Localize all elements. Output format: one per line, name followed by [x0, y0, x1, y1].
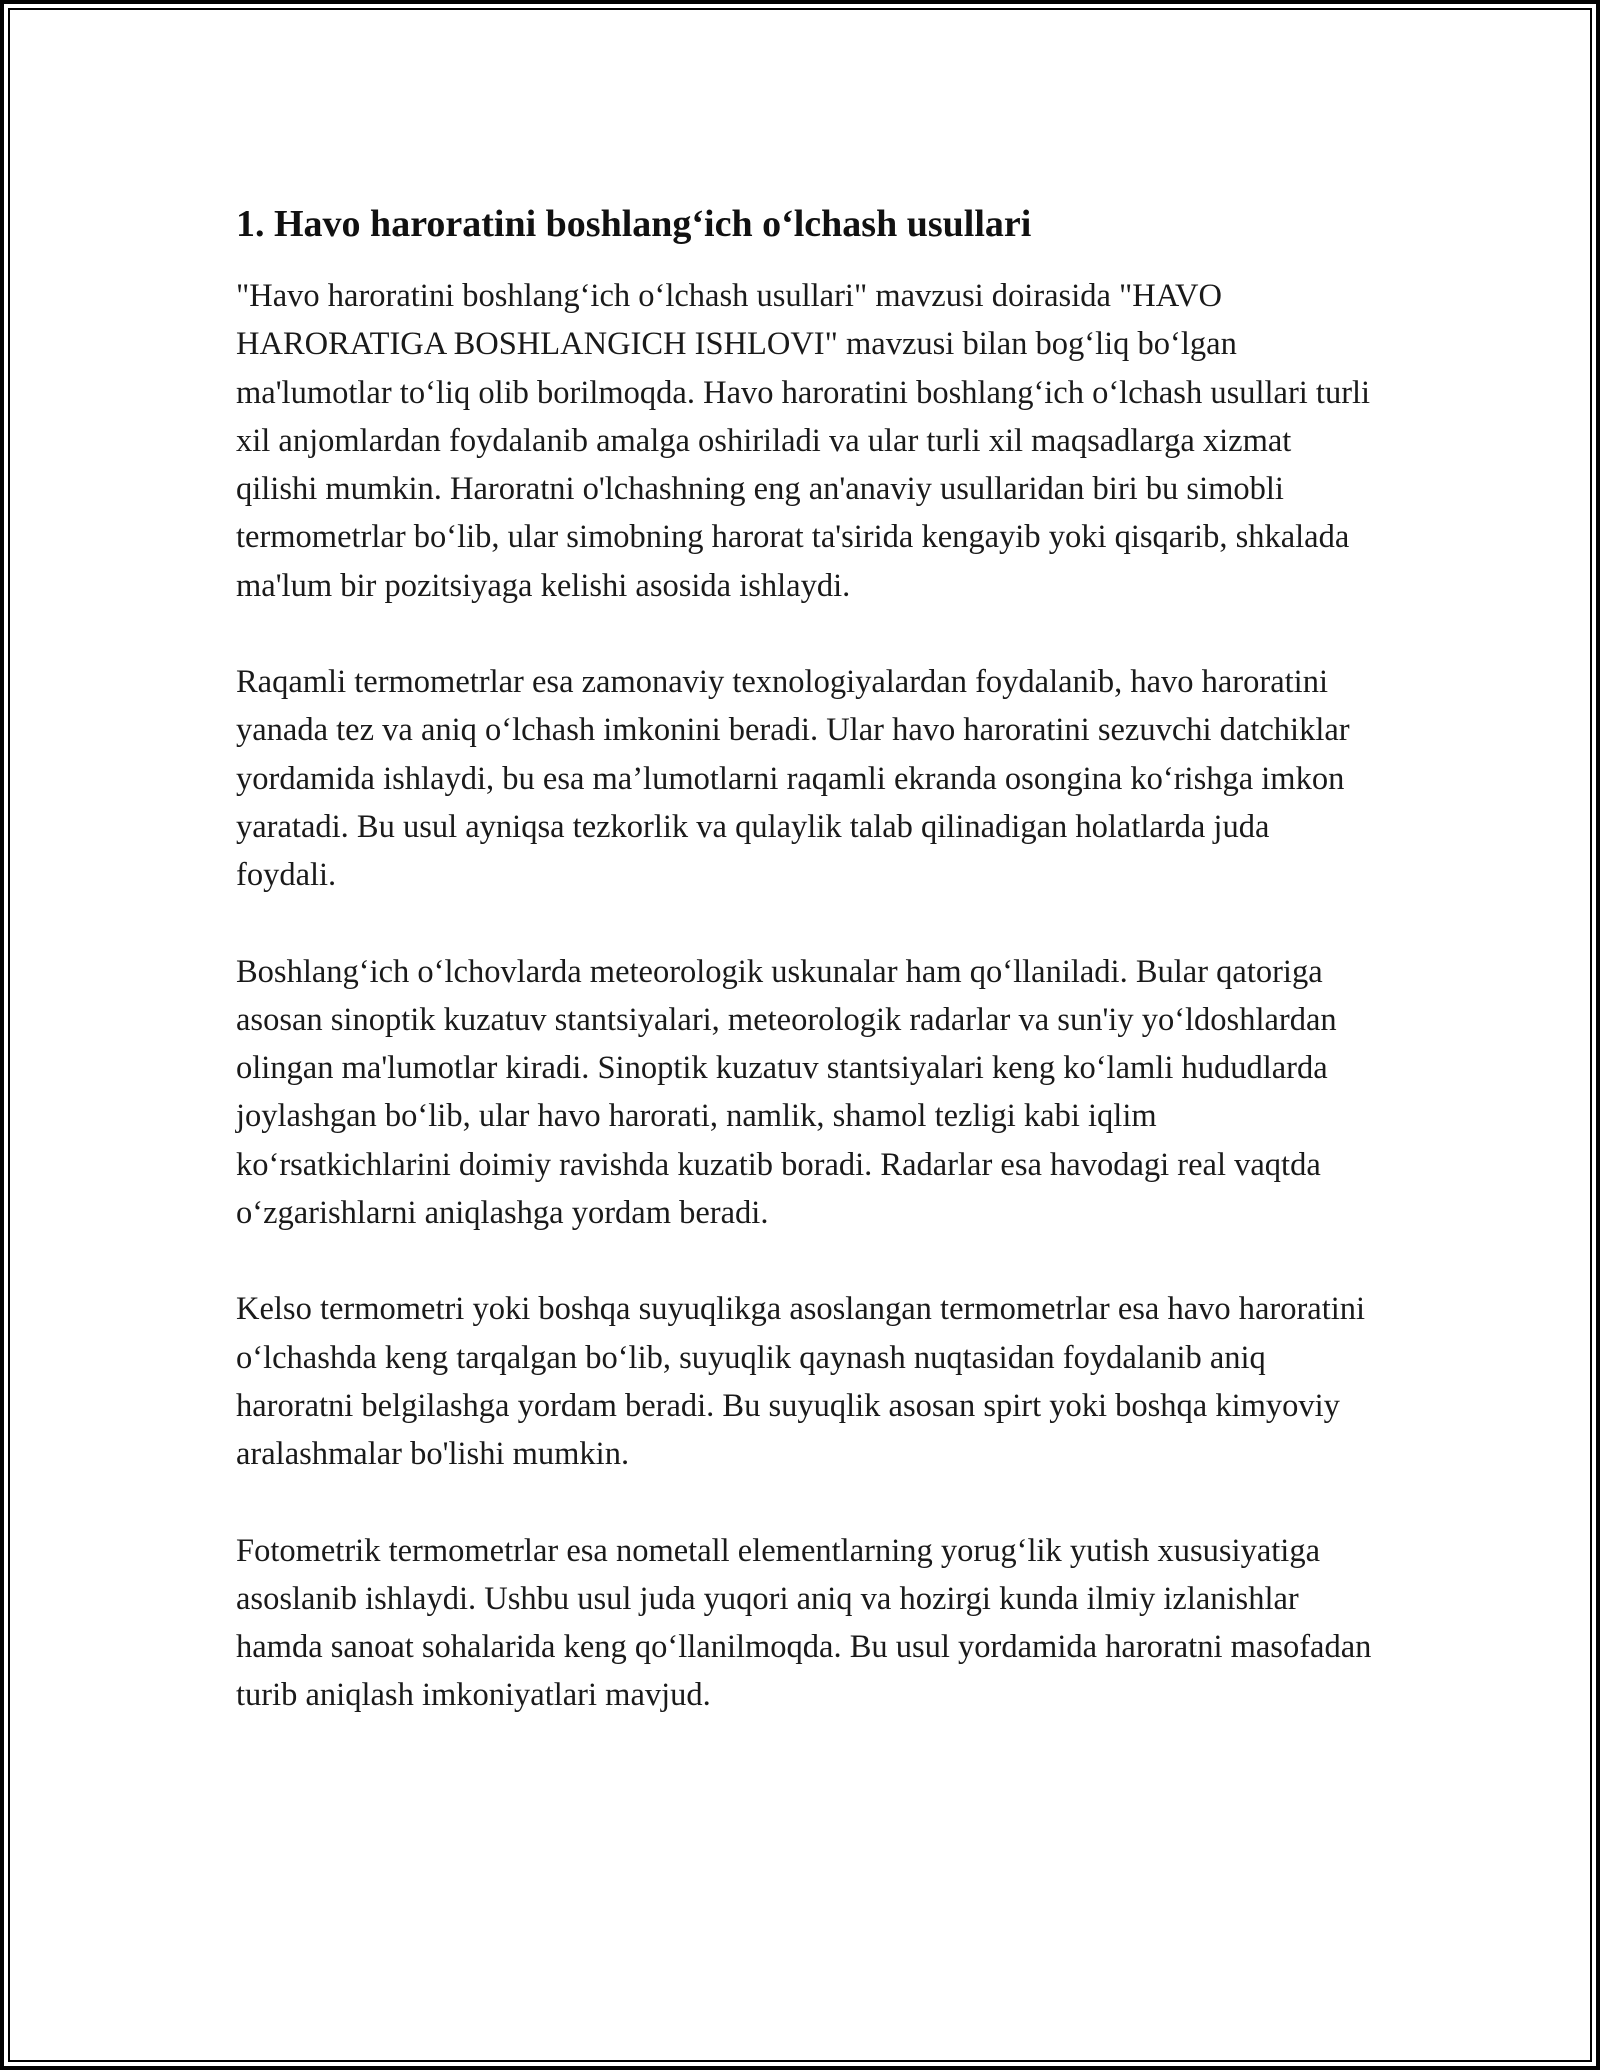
section-heading: 1. Havo haroratini boshlang‘ich o‘lchash usullari	[236, 203, 1032, 245]
paragraph-1: "Havo haroratini boshlang‘ich o‘lchash usullari" mavzusi doirasida "HAVO HARORATIGA BOSHLANGICH ISHLOVI" mavzusi bilan bog‘liq bo‘lgan ma'lumotlar to‘liq olib borilmoqda. Havo haroratini boshlang‘ich o‘lchash usullari turli xil anjomlardan foydalanib amalga oshiriladi va ular turli xil maqsadlarga xizmat qilishi mumkin. Haroratni o'lchashning eng an'anaviy usullaridan biri bu simobli termometrlar bo‘lib, ular simobning harorat ta'sirida kengayib yoki qisqarib, shkalada ma'lum bir pozitsiyaga kelishi asosida ishlaydi.	[236, 278, 1371, 604]
page	[8, 8, 1592, 2062]
paragraph-3: Boshlang‘ich o‘lchovlarda meteorologik uskunalar ham qo‘llaniladi. Bular qatoriga asosan sinoptik kuzatuv stantsiyalari, meteorologik radarlar va sun'iy yo‘ldoshlardan olingan ma'lumotlar kiradi. Sinoptik kuzatuv stantsiyalari keng ko‘lamli hududlarda joylashgan bo‘lib, ular havo harorati, namlik, shamol tezligi kabi iqlim ko‘rsatkichlarini doimiy ravishda kuzatib boradi. Radarlar esa havodagi real vaqtda o‘zgarishlarni aniqlashga yordam beradi.	[236, 953, 1337, 1232]
document-body	[236, 196, 1376, 1768]
paragraph-5: Fotometrik termometrlar esa nometall elementlarning yorug‘lik yutish xususiyatiga asoslanib ishlaydi. Ushbu usul juda yuqori aniq va hozirgi kunda ilmiy izlanishlar hamda sanoat sohalarida keng qo‘llanilmoqda. Bu usul yordamida haroratni masofadan turib aniqlash imkoniyatlari mavjud.	[236, 1532, 1372, 1714]
paragraph-2: Raqamli termometrlar esa zamonaviy texnologiyalardan foydalanib, havo haroratini yanada tez va aniq o‘lchash imkonini beradi. Ular havo haroratini sezuvchi datchiklar yordamida ishlaydi, bu esa ma’lumotlarni raqamli ekranda osongina ko‘rishga imkon yaratadi. Bu usul ayniqsa tezkorlik va qulaylik talab qilinadigan holatlarda juda foydali.	[236, 664, 1350, 894]
paragraph-4: Kelso termometri yoki boshqa suyuqlikga asoslangan termometrlar esa havo haroratini o‘lchashda keng tarqalgan bo‘lib, suyuqlik qaynash nuqtasidan foydalanib aniq haroratni belgilashga yordam beradi. Bu suyuqlik asosan spirt yoki boshqa kimyoviy aralashmalar bo'lishi mumkin.	[236, 1291, 1366, 1473]
